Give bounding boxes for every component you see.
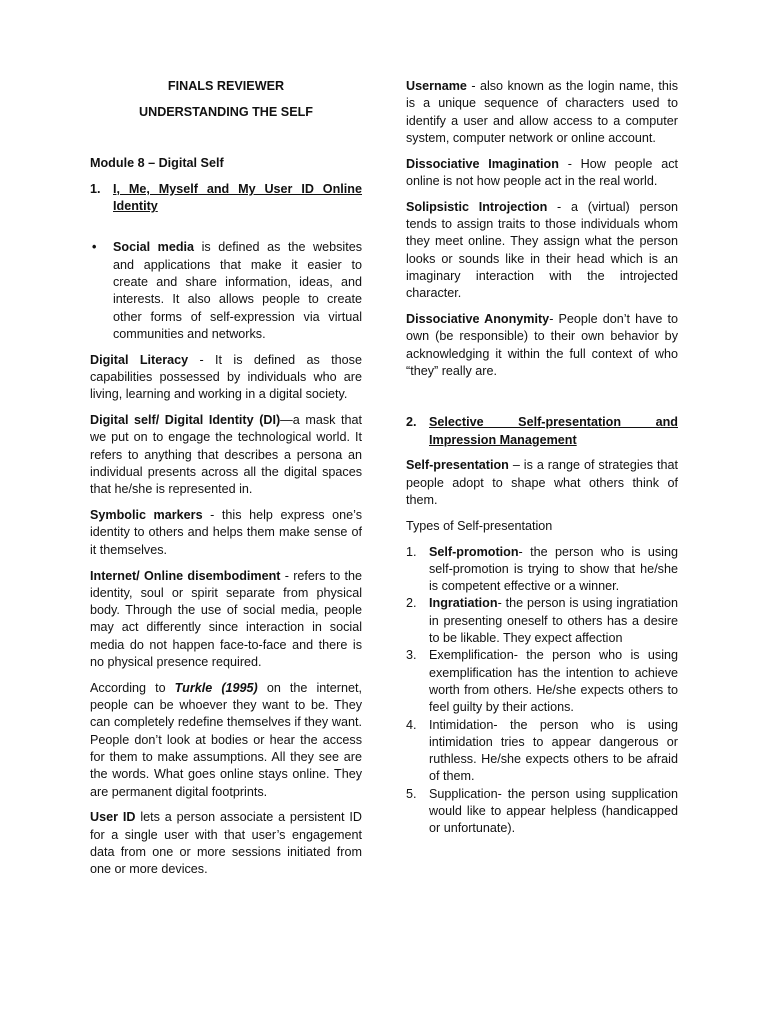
digital-literacy-def: Digital Literacy - It is defined as those capabilities possessed by individuals who are living, learning and working in a digital society. — [90, 352, 362, 402]
left-column — [90, 78, 362, 887]
list-item: 4. Intimidation- the person who is using intimidation tries to appear dangerous or ruthless. He/she expects others to be afraid of them. — [406, 717, 678, 784]
turkle-paragraph: According to Turkle (1995) on the internet, people can be whoever they want to be. They can completely redefine themselves if they want. People don’t look at bodies or hear the access for them to make assumptions. All they see are the words. What goes online stays online. They are permanent digital footprints. — [90, 680, 362, 799]
dissociative-imagination-def: Dissociative Imagination - How people act online is not how people act in the real world. — [406, 156, 678, 188]
list-item: 1. Self-promotion- the person who is using self-promotion is trying to show that he/she is competent effective or a winner. — [406, 544, 678, 594]
reviewer-title: FINALS REVIEWER — [167, 79, 285, 93]
right-column — [406, 78, 678, 838]
social-media-item: • Social media is defined as the websites and applications that make it easier to create and share information, ideas, and interests. It also allows people to create other forms of self-expression via virtual communities and networks. — [92, 240, 362, 341]
user-id-def: User ID lets a person associate a persistent ID for a single user with that user’s engagement data from one or more sessions initiated from one or more devices. — [90, 810, 362, 877]
types-list — [406, 544, 678, 838]
list-item: 5. Supplication- the person using supplication would like to appear helpless (handicapped or unfortunate). — [406, 786, 678, 836]
self-presentation-def: Self-presentation – is a range of strategies that people adopt to shape what others think of them. — [406, 458, 678, 507]
digital-self-def: Digital self/ Digital Identity (DI)—a mask that we put on to engage the technological world. It refers to anything that describes a persona an individual presents across all the digital spaces that he/she is represented in. — [90, 413, 362, 497]
list-item: 2. Ingratiation- the person is using ingratiation in presenting oneself to others has a desire to be likable. They expect affection — [406, 596, 678, 646]
dissociative-anonymity-def: Dissociative Anonymity- People don’t have to own (be responsible) to their own behavior by acknowledging it within the full context of who “they” really are. — [406, 312, 678, 378]
symbolic-markers-def: Symbolic markers - this help express one’s identity to others and helps them make sense of it themselves. — [90, 508, 362, 557]
types-heading: Types of Self-presentation — [406, 518, 553, 533]
solipsistic-introjection-def: Solipsistic Introjection - a (virtual) person tends to assign traits to those individuals whom they meet online. They assign what the person looks or sounds like in their head which is an imaginary interaction with the introjected character. — [406, 199, 678, 301]
disembodiment-def: Internet/ Online disembodiment - refers to the identity, soul or spirit separate from physical body. Through the use of social media, people may act differently since interaction in social media do not happen face-to-face and there is no physical presence required. — [90, 568, 362, 670]
list-item: 3. Exemplification- the person who is using exemplification has the intention to achieve worth from others. He/she expects others to feel guilty by their actions. — [406, 648, 678, 715]
section-2-heading: 2. Selective Self-presentation and Impression Management — [406, 415, 678, 447]
subject-title: UNDERSTANDING THE SELF — [139, 104, 313, 119]
module-heading: Module 8 – Digital Self — [90, 156, 224, 171]
section-1-heading: 1. I, Me, Myself and My User ID Online Identity — [90, 181, 362, 214]
username-def: Username - also known as the login name, this is a unique sequence of characters used to identify a user and allow access to a computer system, computer network or online account. — [406, 79, 678, 145]
